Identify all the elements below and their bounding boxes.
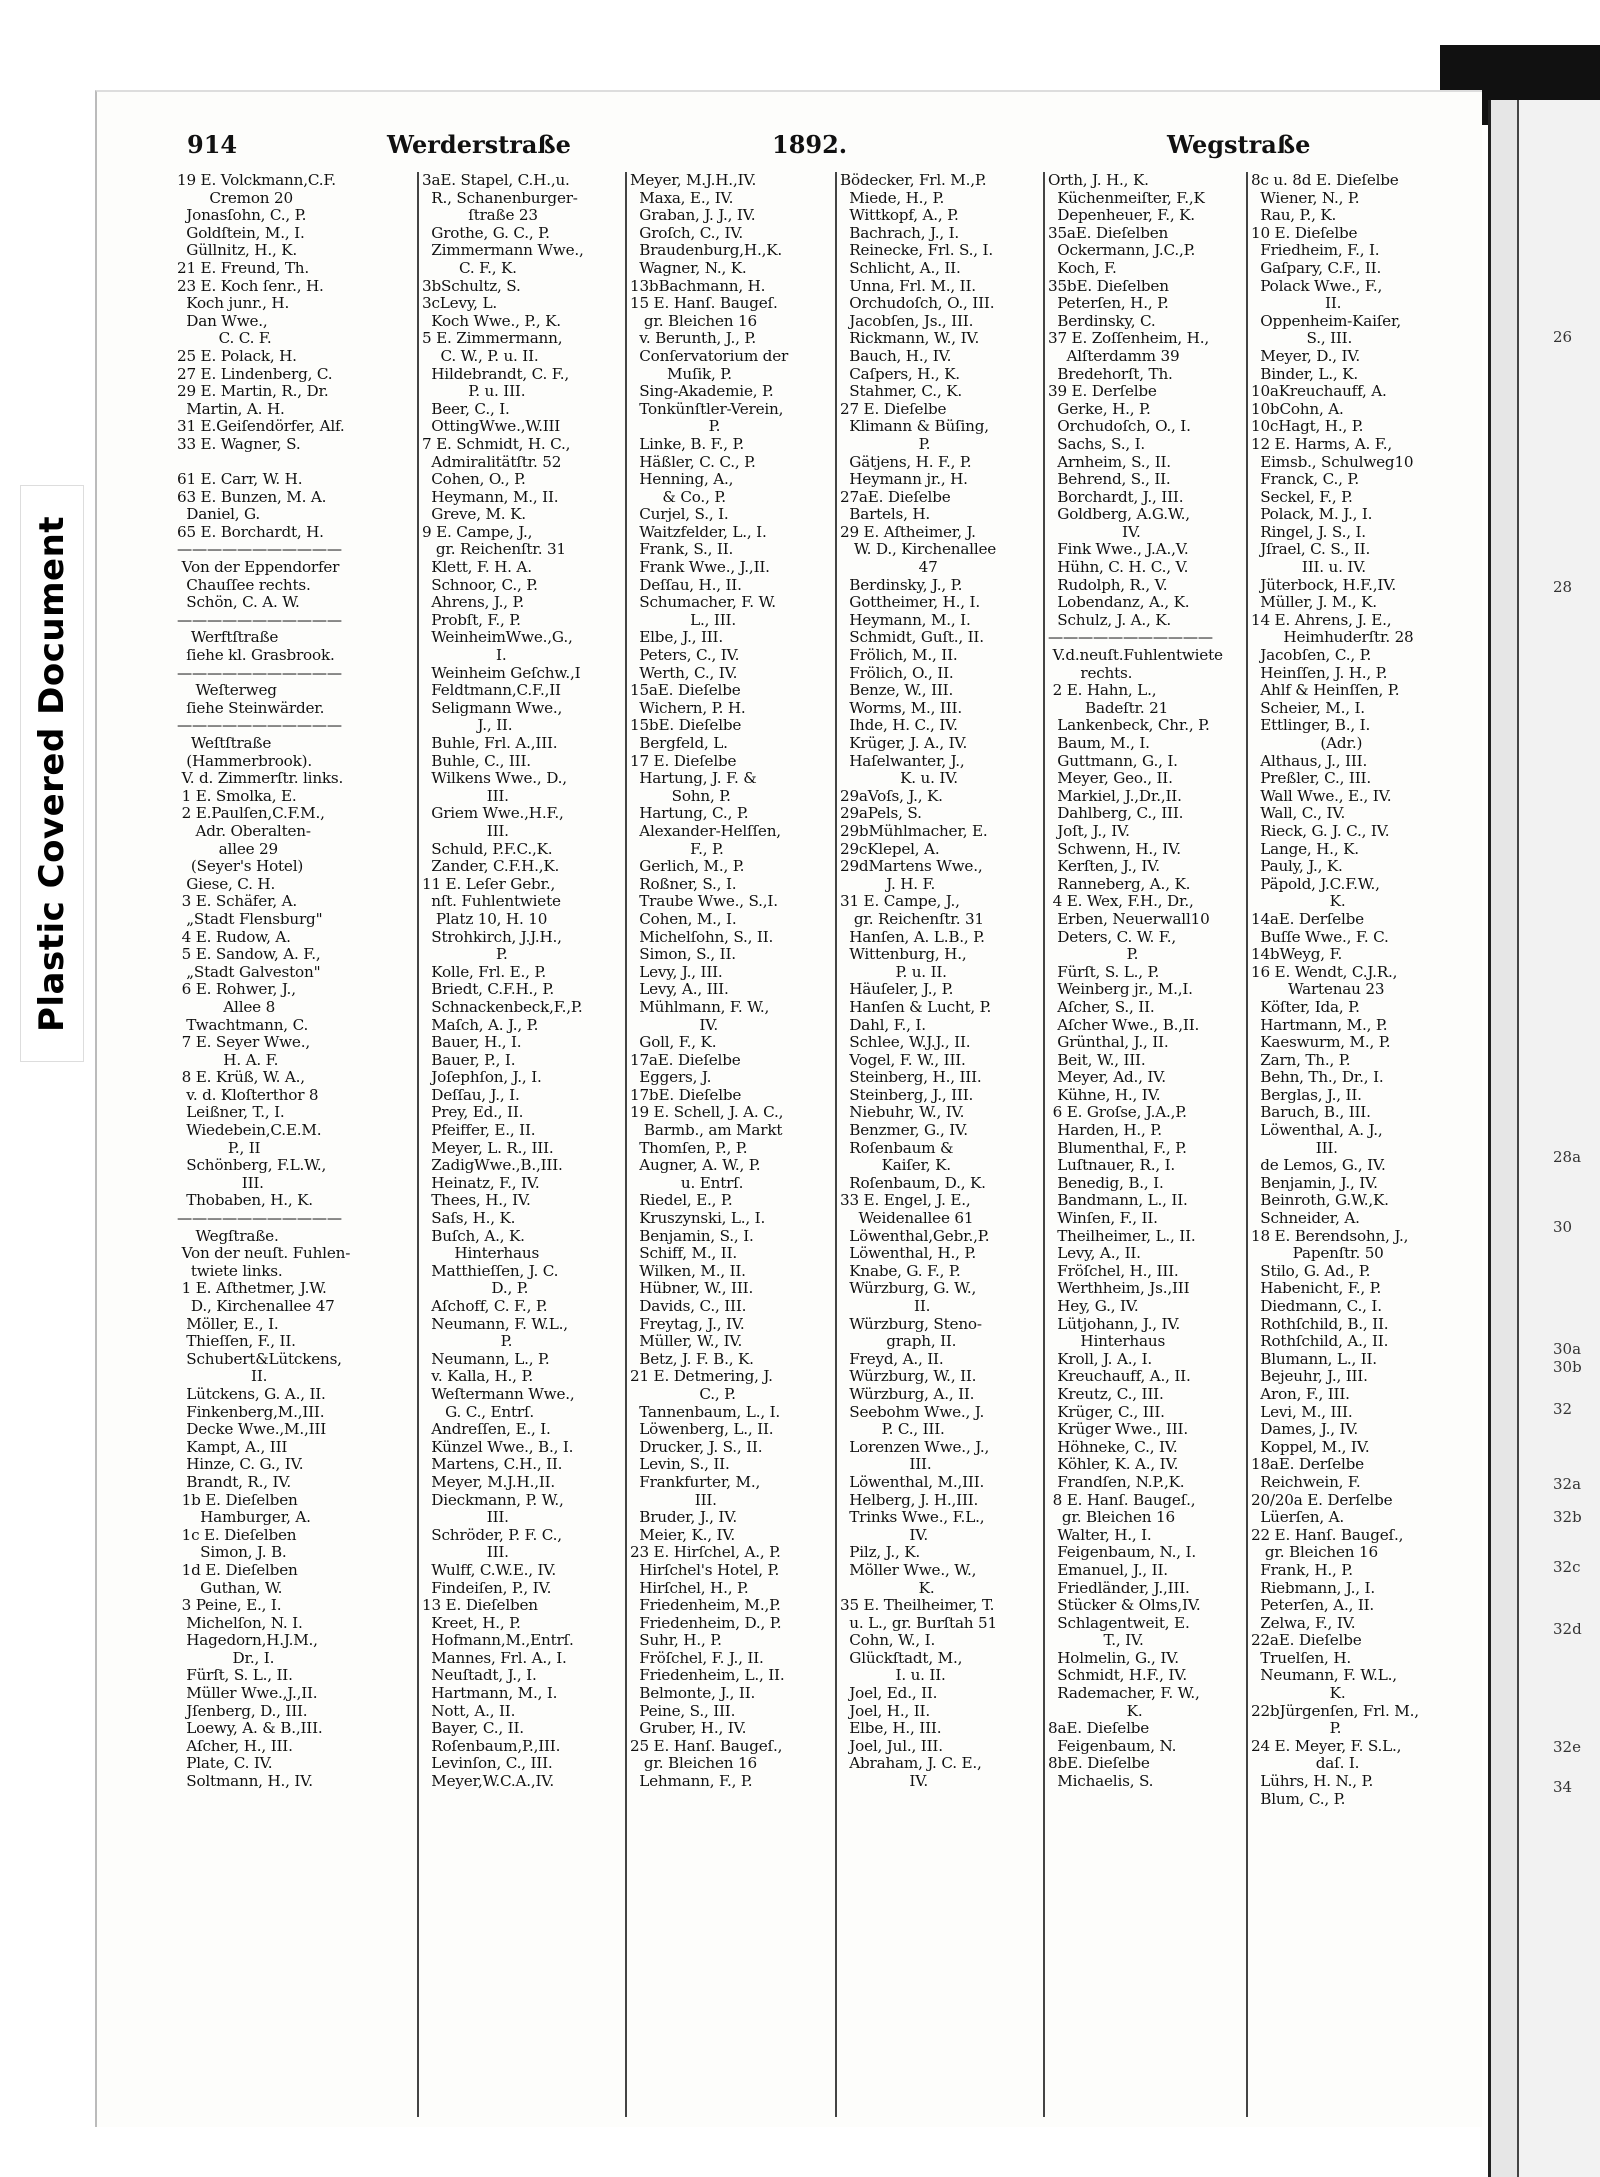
adjacent-page-strip (1488, 100, 1600, 2177)
plastic-covered-stamp (20, 485, 84, 1062)
margin-fragment: 34 (1553, 1778, 1573, 1796)
directory-columns (177, 172, 1477, 2117)
margin-fragment: 32a (1553, 1475, 1582, 1493)
directory-column-5: Orth, J. H., K. Küchenmeiſter, F.,K Depenheuer, F., K. 35aE. Dieſelben Ockermann, J.C.,P. Koch, F. 35bE. Dieſelben Peterſen, H., P. Berdinsky, C. 37 E. Zoſſenheim, H., Alſterdamm 39 Bredehorſt, Th. 39 E. Derſelbe Gerke, H., P. Orchudoſch, O., I. Sachs, S., I. Arnheim, S., II. Behrend, S., II. Borchardt, J., III. Goldberg, A.G.W., IV. Fink Wwe., J.A.,V. Hühn, C. H. C., V. Rudolph, R., V. Lobendanz, A., K. Schulz, J. A., K. ——————————— V.d.neuſt.Fuhlentwiete rechts. 2 E. Hahn, L., Badeſtr. 21 Lankenbeck, Chr., P. Baum, M., I. Guttmann, G., I. Meyer, Geo., II. Markiel, J.,Dr.,II. Dahlberg, C., III. Joſt, J., IV. Schwenn, H., IV. Kerſten, J., IV. Ranneberg, A., K. 4 E. Wex, F.H., Dr., Erben, Neuerwall10 Deters, C. W. F., P. Fürſt, S. L., P. Weinberg jr., M.,I. Aſcher, S., II. Aſcher Wwe., B.,II. Grünthal, J., II. Beit, W., III. Meyer, Ad., IV. Kühne, H., IV. 6 E. Groſse, J.A.,P. Harden, H., P. Blumenthal, F., P. Luſtnauer, R., I. Benedig, B., I. Bandmann, L., II. Winſen, F., II. Theilheimer, L., II. Levy, A., II. Fröſchel, H., III. Werthheim, Js.,III Hey, G., IV. Lütjohann, J., IV. Hinterhaus Kroll, J. A., I. Kreuchauff, A., II. Kreutz, C., III. Krüger, C., III. Krüger Wwe., III. Höhneke, C., IV. Köhler, K. A., IV. Frandſen, N.P.,K. 8 E. Hanſ. Baugeſ., gr. Bleichen 16 Walter, H., I. Feigenbaum, N., I. Emanuel, J., II. Friedländer, J.,III. Stücker & Olms,IV. Schlagentweit, E. T., IV. Holmelin, G., IV. Schmidt, H.F., IV. Rademacher, F. W., K. 8aE. Dieſelbe Feigenbaum, N. 8bE. Dieſelbe Michaelis, S. (1043, 172, 1248, 2117)
margin-fragment: 32b (1553, 1508, 1582, 1526)
stamp-text: Plastic Covered Document (32, 515, 72, 1032)
right-running-title: Wegstraße (1167, 130, 1311, 159)
directory-column-2: 3aE. Stapel, C.H.,u. R., Schanenburger- ſtraße 23 Grothe, G. C., P. Zimmermann Wwe., C. F., K. 3bSchultz, S. 3cLevy, L. Koch Wwe., P., K. 5 E. Zimmermann, C. W., P. u. II. Hildebrandt, C. F., P. u. III. Beer, C., I. OttingWwe.,W.III 7 E. Schmidt, H. C., Admiralitätſtr. 52 Cohen, O., P. Heymann, M., II. Greve, M. K. 9 E. Campe, J., gr. Reichenſtr. 31 Klett, F. H. A. Schnoor, C., P. Ahrens, J., P. Probſt, F., P. WeinheimWwe.,G., I. Weinheim Geſchw.,I Feldtmann,C.F.,II Seligmann Wwe., J., II. Buhle, Frl. A.,III. Buhle, C., III. Wilkens Wwe., D., III. Griem Wwe.,H.F., III. Schuld, P.F.C.,K. Zander, C.F.H.,K. 11 E. Leſer Gebr., nſt. Fuhlentwiete Platz 10, H. 10 Strohkirch, J.J.H., P. Kolle, Frl. E., P. Briedt, C.F.H., P. Schnackenbeck,F.,P. Maſch, A. J., P. Bauer, H., I. Bauer, P., I. Joſephſon, J., I. Deſſau, J., I. Prey, Ed., II. Pfeiffer, E., II. Meyer, L. R., III. ZadigWwe.,B.,III. Heinatz, F., IV. Thees, H., IV. Saſs, H., K. Buſch, A., K. Hinterhaus Matthieſſen, J. C. D., P. Aſchoff, C. F., P. Neumann, F. W.L., P. Neumann, L., P. v. Kalla, H., P. Weſtermann Wwe., G. C., Entrſ. Andreſſen, E., I. Künzel Wwe., B., I. Martens, C.H., II. Meyer, M.J.H.,II. Dieckmann, P. W., III. Schröder, P. F. C., III. Wulff, C.W.E., IV. Findeiſen, P., IV. 13 E. Dieſelben Kreet, H., P. Hofmann,M.,Entrſ. Mannes, Frl. A., I. Neuſtadt, J., I. Hartmann, M., I. Nott, A., II. Bayer, C., II. Roſenbaum,P.,III. Levinſon, C., III. Meyer,W.C.A.,IV. (417, 172, 627, 2117)
margin-fragment: 32e (1553, 1738, 1581, 1756)
margin-fragment: 32c (1553, 1558, 1581, 1576)
directory-column-4: Bödecker, Frl. M.,P. Miede, H., P. Wittkopf, A., P. Bachrach, J., I. Reinecke, Frl. S., I. Schlicht, A., II. Unna, Frl. M., II. Orchudoſch, O., III. Jacobſen, Js., III. Rickmann, W., IV. Bauch, H., IV. Caſpers, H., K. Stahmer, C., K. 27 E. Dieſelbe Klimann & Büſing, P. Gätjens, H. F., P. Heymann jr., H. 27aE. Dieſelbe Bartels, H. 29 E. Aſtheimer, J. W. D., Kirchenallee 47 Berdinsky, J., P. Gottheimer, H., I. Heymann, M., I. Schmidt, Guſt., II. Frölich, M., II. Frölich, O., II. Benze, W., III. Worms, M., III. Ihde, H. C., IV. Krüger, J. A., IV. Haſelwanter, J., K. u. IV. 29aVoſs, J., K. 29aPels, S. 29bMühlmacher, E. 29cKlepel, A. 29dMartens Wwe., J. H. F. 31 E. Campe, J., gr. Reichenſtr. 31 Hanſen, A. L.B., P. Wittenburg, H., P. u. II. Häuſeler, J., P. Hanſen & Lucht, P. Dahl, F., I. Schlee, W.J.J., II. Vogel, F. W., III. Steinberg, H., III. Steinberg, J., III. Niebuhr, W., IV. Benzmer, G., IV. Roſenbaum & Kaiſer, K. Roſenbaum, D., K. 33 E. Engel, J. E., Weidenallee 61 Löwenthal,Gebr.,P. Löwenthal, H., P. Knabe, G. F., P. Würzburg, G. W., II. Würzburg, Steno- graph, II. Freyd, A., II. Würzburg, W., II. Würzburg, A., II. Seebohm Wwe., J. P. C., III. Lorenzen Wwe., J., III. Löwenthal, M.,III. Helberg, J. H.,III. Trinks Wwe., F.L., IV. Pilz, J., K. Möller Wwe., W., K. 35 E. Theilheimer, T. u. L., gr. Burſtah 51 Cohn, W., I. Glückſtadt, M., I. u. II. Joel, Ed., II. Joel, H., II. Elbe, H., III. Joel, Jul., III. Abraham, J. C. E., IV. (835, 172, 1045, 2117)
page-number: 914 (187, 130, 238, 159)
margin-fragment: 30b (1553, 1358, 1582, 1376)
margin-fragment: 26 (1553, 328, 1573, 346)
margin-fragment: 30a (1553, 1340, 1582, 1358)
margin-fragment: 30 (1553, 1218, 1573, 1236)
directory-column-1: 19 E. Volckmann,C.F. Cremon 20 Jonasſohn, C., P. Goldſtein, M., I. Güllnitz, H., K. 21 E. Freund, Th. 23 E. Koch ſenr., H. Koch junr., H. Dan Wwe., C. C. F. 25 E. Polack, H. 27 E. Lindenberg, C. 29 E. Martin, R., Dr. Martin, A. H. 31 E.Geiſendörfer, Alf. 33 E. Wagner, S. 61 E. Carr, W. H. 63 E. Bunzen, M. A. Daniel, G. 65 E. Borchardt, H. ——————————— Von der Eppendorfer Chauſſee rechts. Schön, C. A. W. ——————————— Werftſtraße ſiehe kl. Grasbrook. ——————————— Weſterweg ſiehe Steinwärder. ——————————— Weſtſtraße (Hammerbrook). V. d. Zimmerſtr. links. 1 E. Smolka, E. 2 E.Paulſen,C.F.M., Adr. Oberalten- allee 29 (Seyer's Hotel) Giese, C. H. 3 E. Schäfer, A. „Stadt Flensburg" 4 E. Rudow, A. 5 E. Sandow, A. F., „Stadt Galveston" 6 E. Rohwer, J., Allee 8 Twachtmann, C. 7 E. Seyer Wwe., H. A. F. 8 E. Krüß, W. A., v. d. Kloſterthor 8 Leißner, T., I. Wiedebein,C.E.M. P., II Schönberg, F.L.W., III. Thobaben, H., K. ——————————— Wegſtraße. Von der neuſt. Fuhlen- twiete links. 1 E. Aſthetmer, J.W. D., Kirchenallee 47 Möller, E., I. Thieſſen, F., II. Schubert&Lütckens, II. Lütckens, G. A., II. Finkenberg,M.,III. Decke Wwe.,M.,III Kampt, A., III Hinze, C. G., IV. Brandt, R., IV. 1b E. Dieſelben Hamburger, A. 1c E. Dieſelben Simon, J. B. 1d E. Dieſelben Guthan, W. 3 Peine, E., I. Michelſon, N. I. Hagedorn,H.J.M., Dr., I. Fürſt, S. L., II. Müller Wwe.,J.,II. Jſenberg, D., III. Loewy, A. & B.,III. Aſcher, H., III. Plate, C. IV. Soltmann, H., IV. (177, 172, 351, 1791)
margin-fragment: 32d (1553, 1620, 1582, 1638)
directory-page (95, 90, 1482, 2127)
margin-fragment: 28a (1553, 1148, 1582, 1166)
margin-fragment: 28 (1553, 578, 1573, 596)
left-running-title: Werderstraße (387, 130, 571, 159)
directory-column-6: 8c u. 8d E. Dieſelbe Wiener, N., P. Rau, P., K. 10 E. Dieſelbe Friedheim, F., I. Gaſpary, C.F., II. Polack Wwe., F., II. Oppenheim-Kaiſer, S., III. Meyer, D., IV. Binder, L., K. 10aKreuchauff, A. 10bCohn, A. 10cHagt, H., P. 12 E. Harms, A. F., Eimsb., Schulweg10 Franck, C., P. Seckel, F., P. Polack, M. J., I. Ringel, J. S., I. Jſrael, C. S., II. III. u. IV. Jüterbock, H.F.,IV. Müller, J. M., K. 14 E. Ahrens, J. E., Heimhuderſtr. 28 Jacobſen, C., P. Heinſſen, J. H., P. Ahlf & Heinſſen, P. Scheier, M., I. Ettlinger, B., I. (Adr.) Althaus, J., III. Preßler, C., III. Wall Wwe., E., IV. Wall, C., IV. Rieck, G. J. C., IV. Lange, H., K. Pauly, J., K. Päpold, J.C.F.W., K. 14aE. Derſelbe Buſſe Wwe., F. C. 14bWeyg, F. 16 E. Wendt, C.J.R., Wartenau 23 Köſter, Ida, P. Hartmann, M., P. Kaeswurm, M., P. Zarn, Th., P. Behn, Th., Dr., I. Berglas, J., II. Baruch, B., III. Löwenthal, A. J., III. de Lemos, G., IV. Benjamin, J., IV. Beinroth, G.W.,K. Schneider, A. 18 E. Berendsohn, J., Papenſtr. 50 Stilo, G. Ad., P. Habenicht, F., P. Diedmann, C., I. Rothſchild, B., II. Rothſchild, A., II. Blumann, L., II. Bejeuhr, J., III. Aron, F., III. Levi, M., III. Dames, J., IV. Koppel, M., IV. 18aE. Derſelbe Reichwein, F. 20/20a E. Derſelbe Lüerſen, A. 22 E. Hanſ. Baugeſ., gr. Bleichen 16 Frank, H., P. Riebmann, J., I. Peterſen, A., II. Zelwa, F., IV. 22aE. Dieſelbe Truelſen, H. Neumann, F. W.L., K. 22bJürgenſen, Frl. M., P. 24 E. Meyer, F. S.L., daſ. I. Lührs, H. N., P. Blum, C., P. (1246, 172, 1463, 2117)
page-gutter (1491, 100, 1519, 2177)
directory-year: 1892. (772, 130, 848, 159)
directory-column-3: Meyer, M.J.H.,IV. Maxa, E., IV. Graban, J. J., IV. Groſch, C., IV. Braudenburg,H.,K. Wagner, N., K. 13bBachmann, H. 15 E. Hanſ. Baugeſ. gr. Bleichen 16 v. Berunth, J., P. Conſervatorium der Muſik, P. Sing-Akademie, P. Tonkünſtler-Verein, P. Linke, B. F., P. Häßler, C. C., P. Henning, A., & Co., P. Curjel, S., I. Waitzfelder, L., I. Frank, S., II. Frank Wwe., J.,II. Deſſau, H., II. Schumacher, F. W. L., III. Elbe, J., III. Peters, C., IV. Werth, C., IV. 15aE. Dieſelbe Wichern, P. H. 15bE. Dieſelbe Bergfeld, L. 17 E. Dieſelbe Hartung, J. F. & Sohn, P. Hartung, C., P. Alexander-Helſſen, F., P. Gerlich, M., P. Roßner, S., I. Traube Wwe., S.,I. Cohen, M., I. Michelſohn, S., II. Simon, S., II. Levy, J., III. Levy, A., III. Mühlmann, F. W., IV. Goll, F., K. 17aE. Dieſelbe Eggers, J. 17bE. Dieſelbe 19 E. Schell, J. A. C., Barmb., am Markt Thomſen, P., P. Augner, A. W., P. u. Entrſ. Riedel, E., P. Kruszynski, L., I. Benjamin, S., I. Schiff, M., II. Wilken, M., II. Hübner, W., III. Davids, C., III. Freytag, J., IV. Müller, W., IV. Betz, J. F. B., K. 21 E. Detmering, J. C., P. Tannenbaum, L., I. Löwenberg, L., II. Drucker, J. S., II. Levin, S., II. Frankfurter, M., III. Bruder, J., IV. Meier, K., IV. 23 E. Hirſchel, A., P. Hirſchel's Hotel, P. Hirſchel, H., P. Friedenheim, M.,P. Friedenheim, D., P. Suhr, H., P. Fröſchel, F. J., II. Friedenheim, L., II. Belmonte, J., II. Peine, S., III. Gruber, H., IV. 25 E. Hanſ. Baugeſ., gr. Bleichen 16 Lehmann, F., P. (625, 172, 835, 2117)
margin-fragment: 32 (1553, 1400, 1573, 1418)
page-header (187, 130, 1467, 166)
